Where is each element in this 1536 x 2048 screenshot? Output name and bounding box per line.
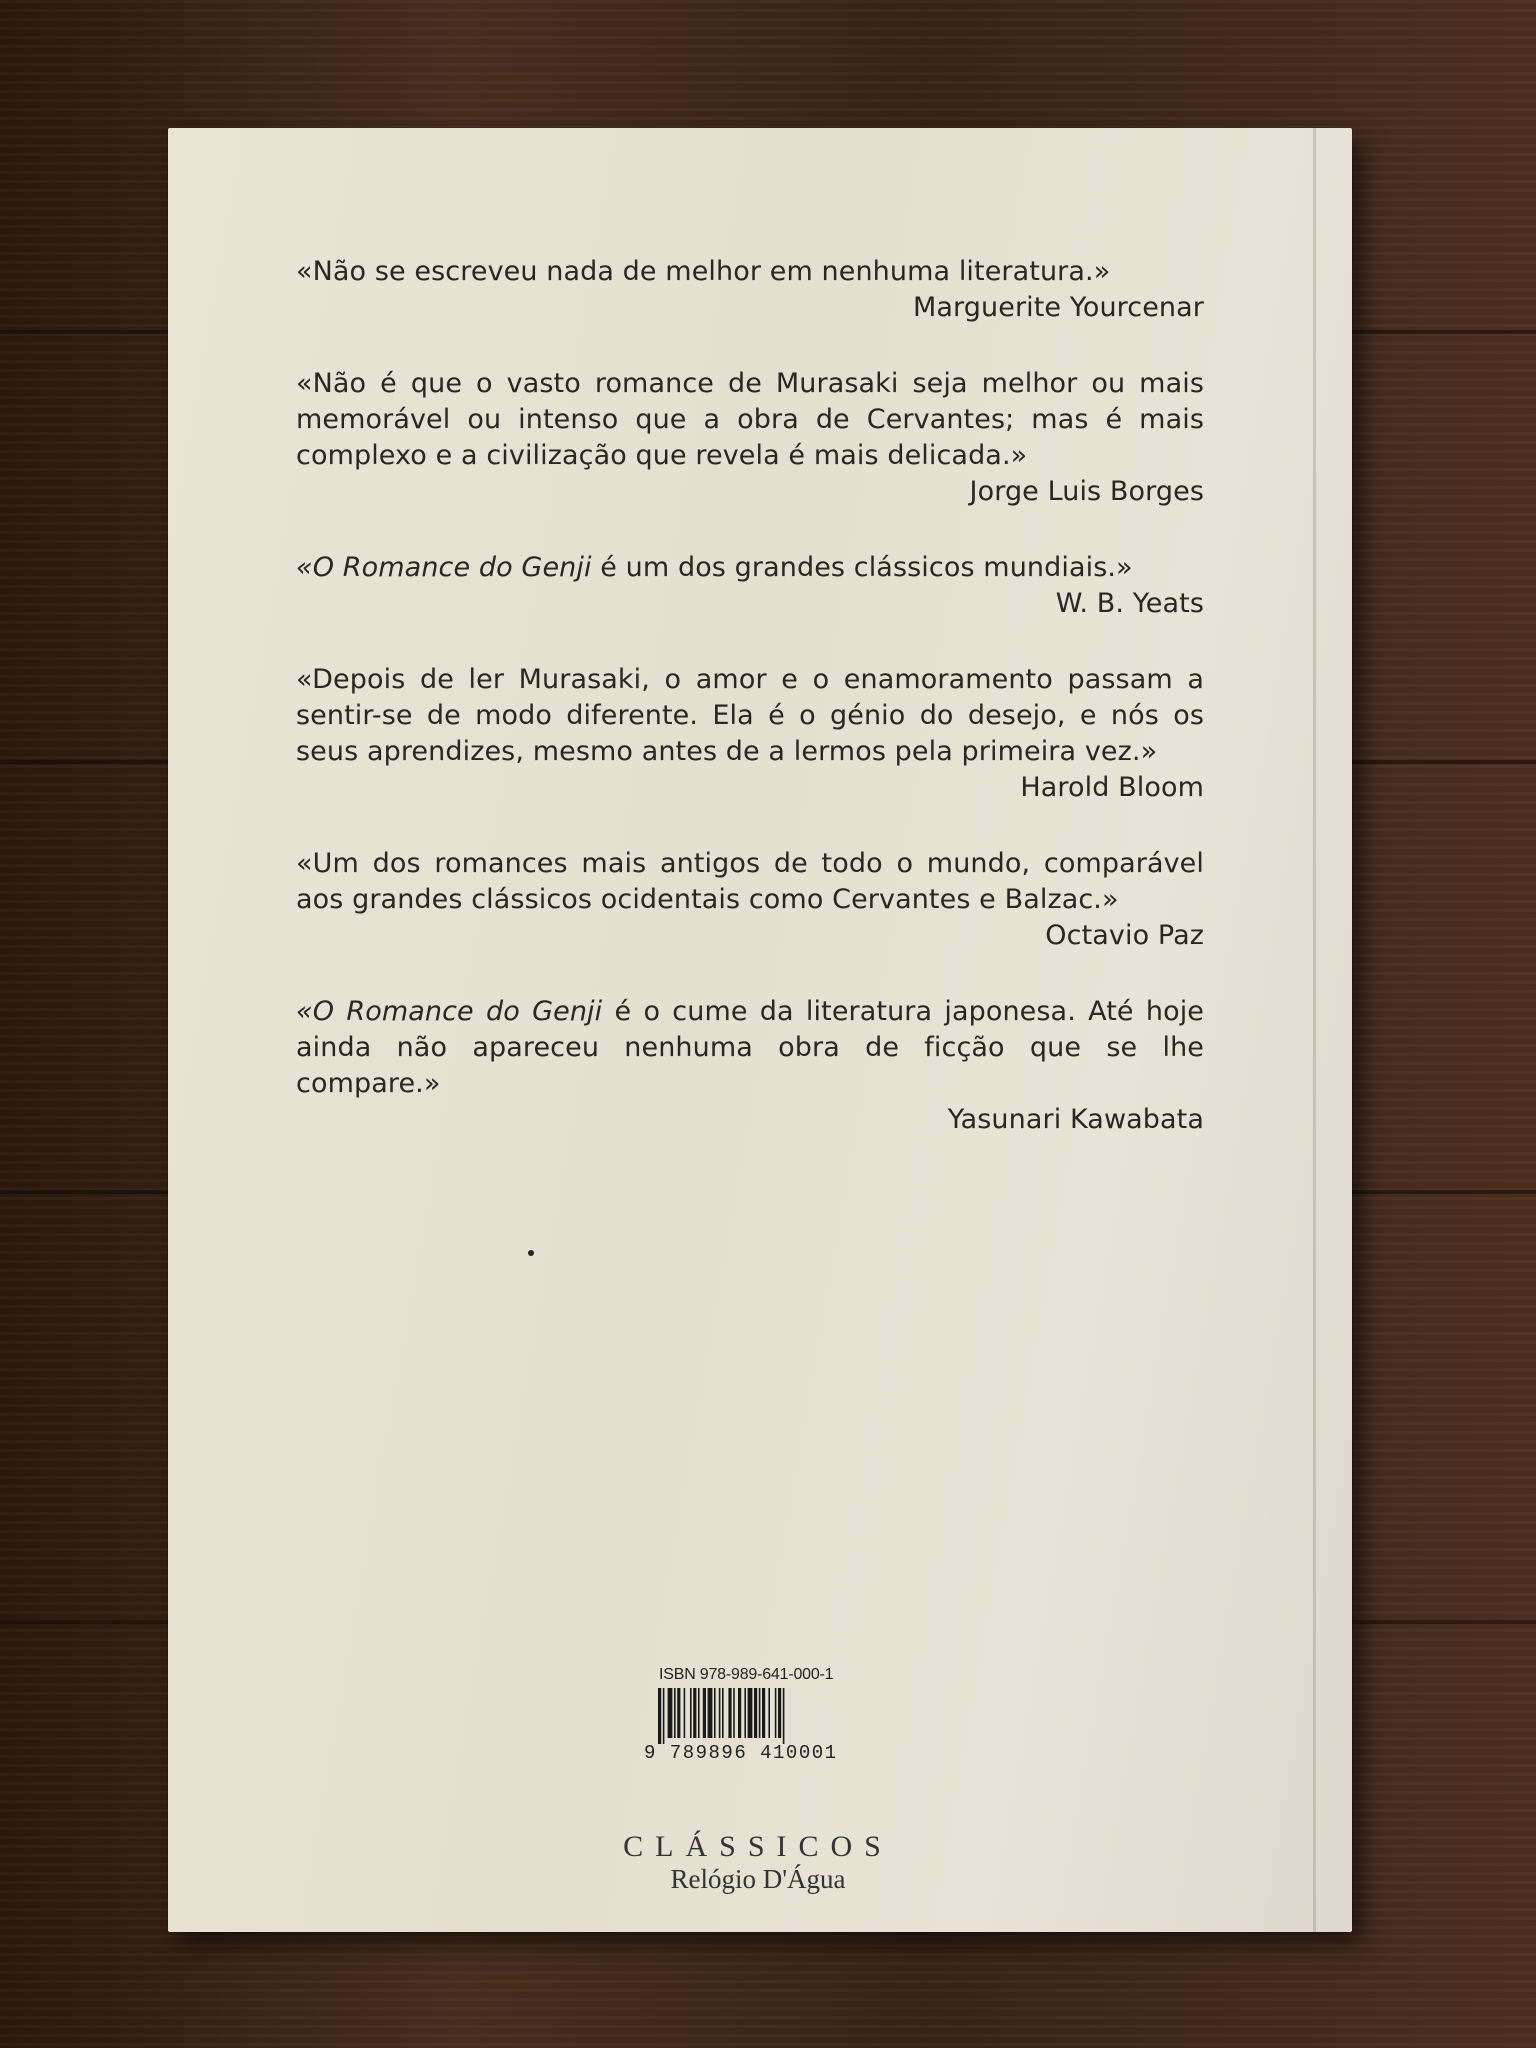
praise-quotes — [296, 254, 1204, 1178]
quote-author: Yasunari Kawabata — [947, 1104, 1204, 1135]
barcode-image — [658, 1688, 844, 1744]
barcode-bar — [703, 1688, 706, 1738]
barcode-bar — [744, 1688, 746, 1738]
barcode-bar — [768, 1688, 770, 1738]
barcode-bar — [722, 1688, 724, 1738]
barcode-bar — [738, 1688, 741, 1738]
publisher-name: Relógio D'Água — [670, 1864, 846, 1894]
isbn-label: ISBN 978-989-641-000-1 — [659, 1666, 834, 1683]
quote-text: «Um dos romances mais antigos de todo o mundo, comparável aos grandes clássicos ocidentais como Cervantes e Balzac.» — [296, 848, 1204, 915]
barcode-bar — [698, 1688, 700, 1738]
barcode-bar — [663, 1688, 665, 1744]
barcode-bar — [677, 1688, 680, 1738]
quote-author: Octavio Paz — [1045, 920, 1204, 951]
barcode-bar — [684, 1688, 686, 1738]
barcode-bar — [708, 1688, 713, 1738]
barcode-bar — [733, 1688, 735, 1738]
quote-block — [296, 550, 1204, 622]
barcode-bar — [783, 1688, 785, 1744]
quote-text: «O Romance do Genji é o cume da literatura japonesa. Até hoje ainda não apareceu nenhuma obra de ficção que se lhe compare.» — [296, 996, 1205, 1099]
quote-block — [296, 662, 1204, 806]
quote-author: W. B. Yeats — [1055, 588, 1204, 619]
quote-text: «Não se escreveu nada de melhor em nenhuma literatura.» — [296, 256, 1111, 287]
dust-speck — [528, 1250, 534, 1256]
barcode-bar — [658, 1688, 661, 1744]
barcode-bar — [719, 1688, 721, 1738]
barcode-bar — [714, 1688, 716, 1738]
barcode-bar — [762, 1688, 765, 1738]
isbn-digits: 9 789896 410001 — [644, 1742, 838, 1764]
barcode-bar — [693, 1688, 696, 1738]
quote-block — [296, 254, 1204, 326]
quote-text: «Não é que o vasto romance de Murasaki seja melhor ou mais memorável ou intenso que a obra de Cervantes; mas é mais complexo e a civilização que revela é mais delicada.» — [296, 368, 1204, 471]
barcode-bar — [728, 1688, 731, 1738]
barcode-bar — [690, 1688, 692, 1738]
quote-author: Marguerite Yourcenar — [913, 292, 1204, 323]
barcode-bar — [759, 1688, 761, 1738]
barcode-bar — [778, 1688, 781, 1738]
quote-author: Harold Bloom — [1020, 772, 1204, 803]
barcode-bar — [754, 1688, 757, 1738]
barcode-bar — [668, 1688, 673, 1738]
barcode-bar — [748, 1688, 753, 1738]
series-name: CLÁSSICOS — [623, 1830, 893, 1863]
book-back-cover — [168, 128, 1352, 1932]
barcode-bar — [775, 1688, 777, 1738]
cover-fold-edge — [1313, 128, 1316, 1932]
barcode-bar — [674, 1688, 676, 1738]
quote-text: «O Romance do Genji é um dos grandes clássicos mundiais.» — [296, 552, 1133, 583]
quote-author: Jorge Luis Borges — [969, 476, 1204, 507]
quote-block — [296, 366, 1204, 510]
quote-text: «Depois de ler Murasaki, o amor e o enamoramento passam a sentir-se de modo diferente. Ela é o génio do desejo, e nós os seus aprendizes, mesmo antes de a lermos pela primeira vez.» — [296, 664, 1204, 767]
quote-block — [296, 994, 1204, 1138]
quote-block — [296, 846, 1204, 954]
